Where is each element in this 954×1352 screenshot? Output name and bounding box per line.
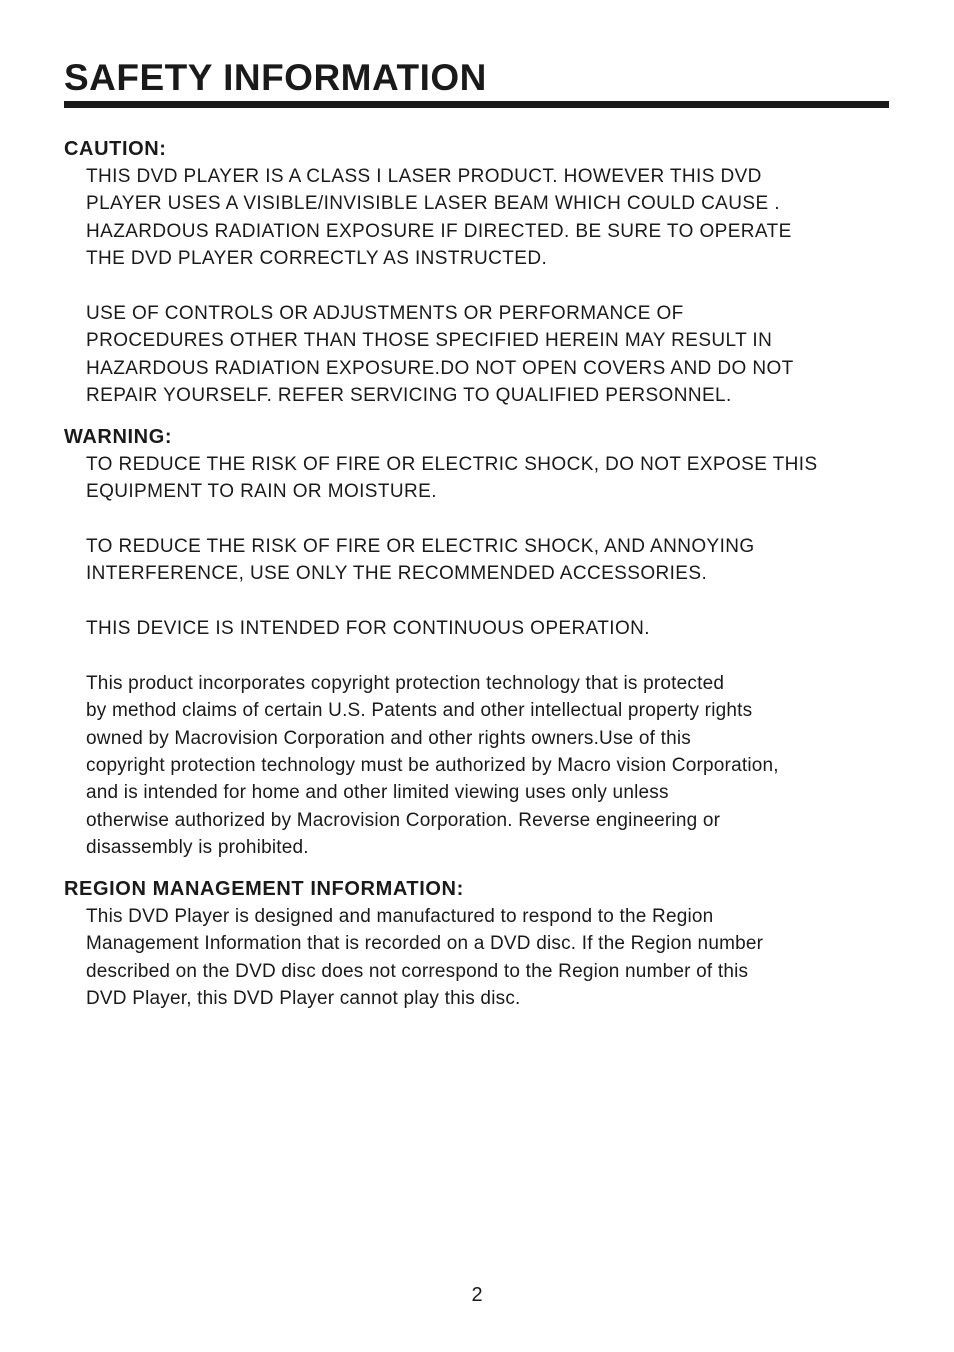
caution-paragraph-controls: USE OF CONTROLS OR ADJUSTMENTS OR PERFORMANCE OF PROCEDURES OTHER THAN THOSE SPECIFIED HEREIN MAY RESULT IN HAZARDOUS RADIATION EXPOSURE.DO NOT OPEN COVERS AND DO NOT REPAIR YOURSELF. REFER SERVICING TO QUALIFIED PERSONNEL. — [86, 303, 794, 407]
warning-paragraph-copyright: This product incorporates copyright protection technology that is protected by method claims of certain U.S. Patents and other intellectual property rights owned by Macrovision Corporation and other rights owners.Use of this copyright protection technology must be authorized by Macro vision Corporation, and is intended for home and other limited viewing uses only unless otherwise authorized by Macrovision Corporation. Reverse engineering or disassembly is prohibited. — [86, 672, 779, 859]
warning-heading: WARNING: — [64, 425, 173, 448]
region-paragraph: This DVD Player is designed and manufactured to respond to the Region Management Information that is recorded on a DVD disc. If the Region number described on the DVD disc does not correspond to the Region number of this DVD Player, this DVD Player cannot play this disc. — [86, 905, 764, 1009]
caution-paragraph-laser-class: THIS DVD PLAYER IS A CLASS I LASER PRODUCT. HOWEVER THIS DVD PLAYER USES A VISIBLE/INVISIBLE LASER BEAM WHICH COULD CAUSE . HAZARDOUS RADIATION EXPOSURE IF DIRECTED. BE SURE TO OPERATE THE DVD PLAYER CORRECTLY AS INSTRUCTED. — [86, 166, 792, 270]
warning-paragraph-rain-moisture: TO REDUCE THE RISK OF FIRE OR ELECTRIC SHOCK, DO NOT EXPOSE THIS EQUIPMENT TO RAIN OR MOISTURE. — [86, 453, 818, 503]
warning-paragraph-accessories: TO REDUCE THE RISK OF FIRE OR ELECTRIC SHOCK, AND ANNOYING INTERFERENCE, USE ONLY THE RECOMMENDED ACCESSORIES. — [86, 535, 755, 585]
warning-paragraph-continuous-operation: THIS DEVICE IS INTENDED FOR CONTINUOUS OPERATION. — [86, 618, 650, 640]
caution-section — [64, 136, 904, 410]
warning-section — [64, 424, 904, 862]
document-body — [64, 136, 904, 1026]
title-rule — [64, 101, 889, 108]
region-heading: REGION MANAGEMENT INFORMATION: — [64, 877, 464, 900]
page-number: 2 — [471, 1284, 483, 1306]
page-title: SAFETY INFORMATION — [64, 57, 487, 98]
region-section — [64, 876, 904, 1013]
caution-heading: CAUTION: — [64, 138, 167, 160]
